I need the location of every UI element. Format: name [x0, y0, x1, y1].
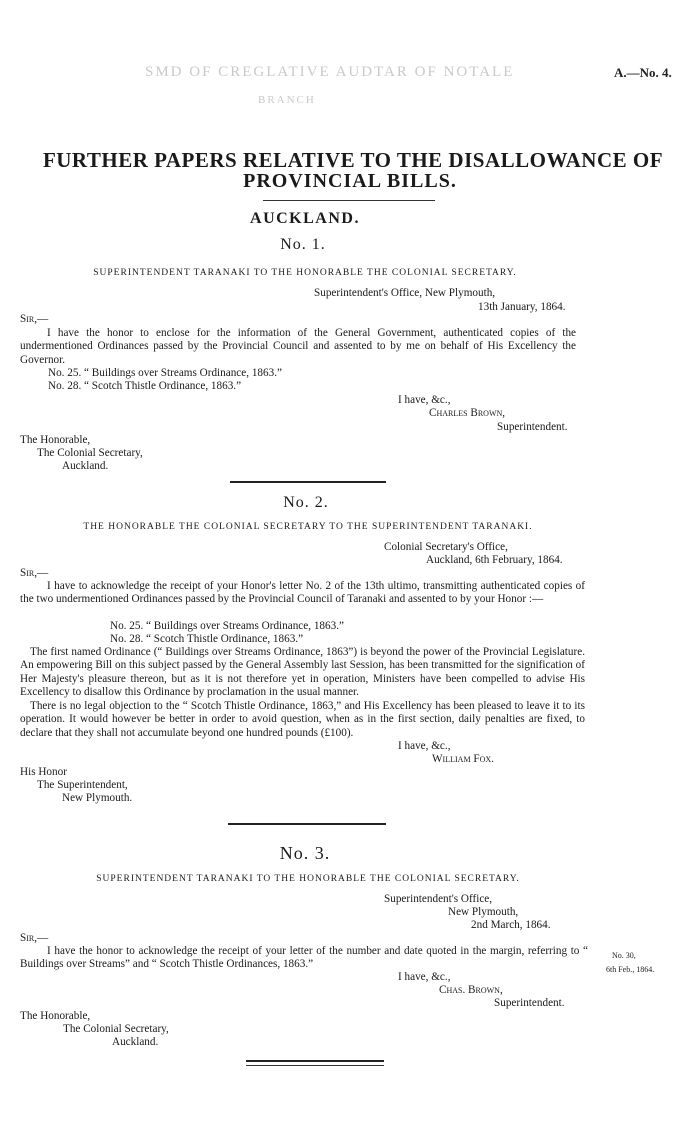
addressee-line: The Honorable,	[20, 434, 91, 446]
faint-stamp-subline: BRANCH	[258, 94, 316, 106]
margin-note: No. 30,	[612, 951, 636, 960]
letter-separator	[230, 481, 386, 483]
ordinance-item: No. 28. “ Scotch Thistle Ordinance, 1863.”	[110, 633, 304, 645]
letter-salutation: Sir,—	[20, 313, 49, 325]
letter-place: Superintendent's Office, New Plymouth,	[314, 287, 496, 299]
letter-signature: William Fox.	[432, 753, 494, 765]
letter-place: Colonial Secretary's Office,	[384, 541, 508, 553]
signature-title: Superintendent.	[494, 997, 565, 1009]
letter-salutation: Sir,—	[20, 932, 49, 944]
letter-number: No. 3.	[279, 843, 331, 863]
end-rule-thin	[246, 1065, 384, 1066]
addressee-line: Auckland.	[112, 1036, 159, 1048]
addressee-line: The Colonial Secretary,	[37, 447, 143, 459]
letter-signature: Charles Brown,	[429, 407, 506, 419]
letter-salutation: Sir,—	[20, 567, 49, 579]
addressee-line: Auckland.	[62, 460, 109, 472]
letter-date: Auckland, 6th February, 1864.	[426, 554, 563, 566]
letter-number: No. 1.	[280, 236, 326, 253]
letter-heading: SUPERINTENDENT TARANAKI TO THE HONORABLE THE COLONIAL SECRETARY.	[93, 268, 517, 278]
section-heading: AUCKLAND.	[250, 210, 360, 227]
letter-place: Superintendent's Office,	[384, 893, 493, 905]
letter-closing: I have, &c.,	[398, 394, 451, 406]
addressee-line: New Plymouth.	[62, 792, 133, 804]
addressee-line: The Colonial Secretary,	[63, 1023, 169, 1035]
letter-body-paragraph: The first named Ordinance (“ Buildings over Streams Ordinance, 1863”) is beyond the power of the Provincial Legislature. An empowering Bill on this subject passed by the General Assembly last Session, has been transmitted for the signification of Her Majesty's pleasure thereon, but as it is not therefore yet in operation, Ministers have been compelled to advise His Excellency to disallow this Ordinance by proclamation in the usual manner.	[20, 646, 585, 699]
letter-body-paragraph: There is no legal objection to the “ Scotch Thistle Ordinance, 1863,” and His Excellency has been pleased to leave it to its operation. It would however be better in order to avoid question, when as in the first section, daily penalties are fixed, to declare that they shall not accumulate beyond one hundred pounds (£100).	[20, 700, 585, 739]
margin-note: 6th Feb., 1864.	[606, 965, 655, 974]
letter-closing: I have, &c.,	[398, 740, 451, 752]
end-rule	[246, 1060, 384, 1062]
main-title-line1: FURTHER PAPERS RELATIVE TO THE DISALLOWANCE OF	[42, 148, 664, 172]
main-title-line2: PROVINCIAL BILLS.	[243, 170, 457, 192]
letter-closing: I have, &c.,	[398, 971, 451, 983]
letter-date: 2nd March, 1864.	[471, 919, 551, 931]
letter-body: I have to acknowledge the receipt of your Honor's letter No. 2 of the 13th ultimo, transmitting authenticated copies of the two undermentioned Ordinances passed by the Provincial Council of Taranaki and assented to by your Honor :—	[20, 580, 585, 606]
letter-body: I have the honor to enclose for the information of the General Government, authenticated copies of the undermentioned Ordinances passed by the Provincial Council and assented to by me on behalf of His Excellency the Governor.	[20, 327, 576, 366]
letter-number: No. 2.	[283, 494, 329, 511]
letter-separator	[228, 823, 386, 825]
letter-heading: THE HONORABLE THE COLONIAL SECRETARY TO THE SUPERINTENDENT TARANAKI.	[83, 522, 533, 532]
ordinance-item: No. 28. “ Scotch Thistle Ordinance, 1863.”	[48, 380, 242, 392]
letter-signature: Chas. Brown,	[439, 984, 503, 996]
signature-title: Superintendent.	[497, 421, 568, 433]
letter-date: 13th January, 1864.	[478, 301, 566, 313]
addressee-line: The Honorable,	[20, 1010, 91, 1022]
ordinance-item: No. 25. “ Buildings over Streams Ordinance, 1863.”	[48, 367, 282, 379]
addressee-line: The Superintendent,	[37, 779, 128, 791]
title-rule	[263, 200, 435, 201]
letter-place-line2: New Plymouth,	[448, 906, 519, 918]
faint-library-stamp: SMD OF CREGLATIVE AUDTAR OF NOTALE	[145, 64, 515, 80]
letter-heading: SUPERINTENDENT TARANAKI TO THE HONORABLE THE COLONIAL SECRETARY.	[96, 874, 520, 884]
document-reference: A.—No. 4.	[614, 65, 672, 80]
addressee-line: His Honor	[20, 766, 67, 778]
ordinance-item: No. 25. “ Buildings over Streams Ordinance, 1863.”	[110, 620, 344, 632]
letter-body: I have the honor to acknowledge the receipt of your letter of the number and date quoted in the margin, referring to “ Buildings over Streams” and “ Scotch Thistle Ordinances, 1863.”	[20, 945, 588, 971]
